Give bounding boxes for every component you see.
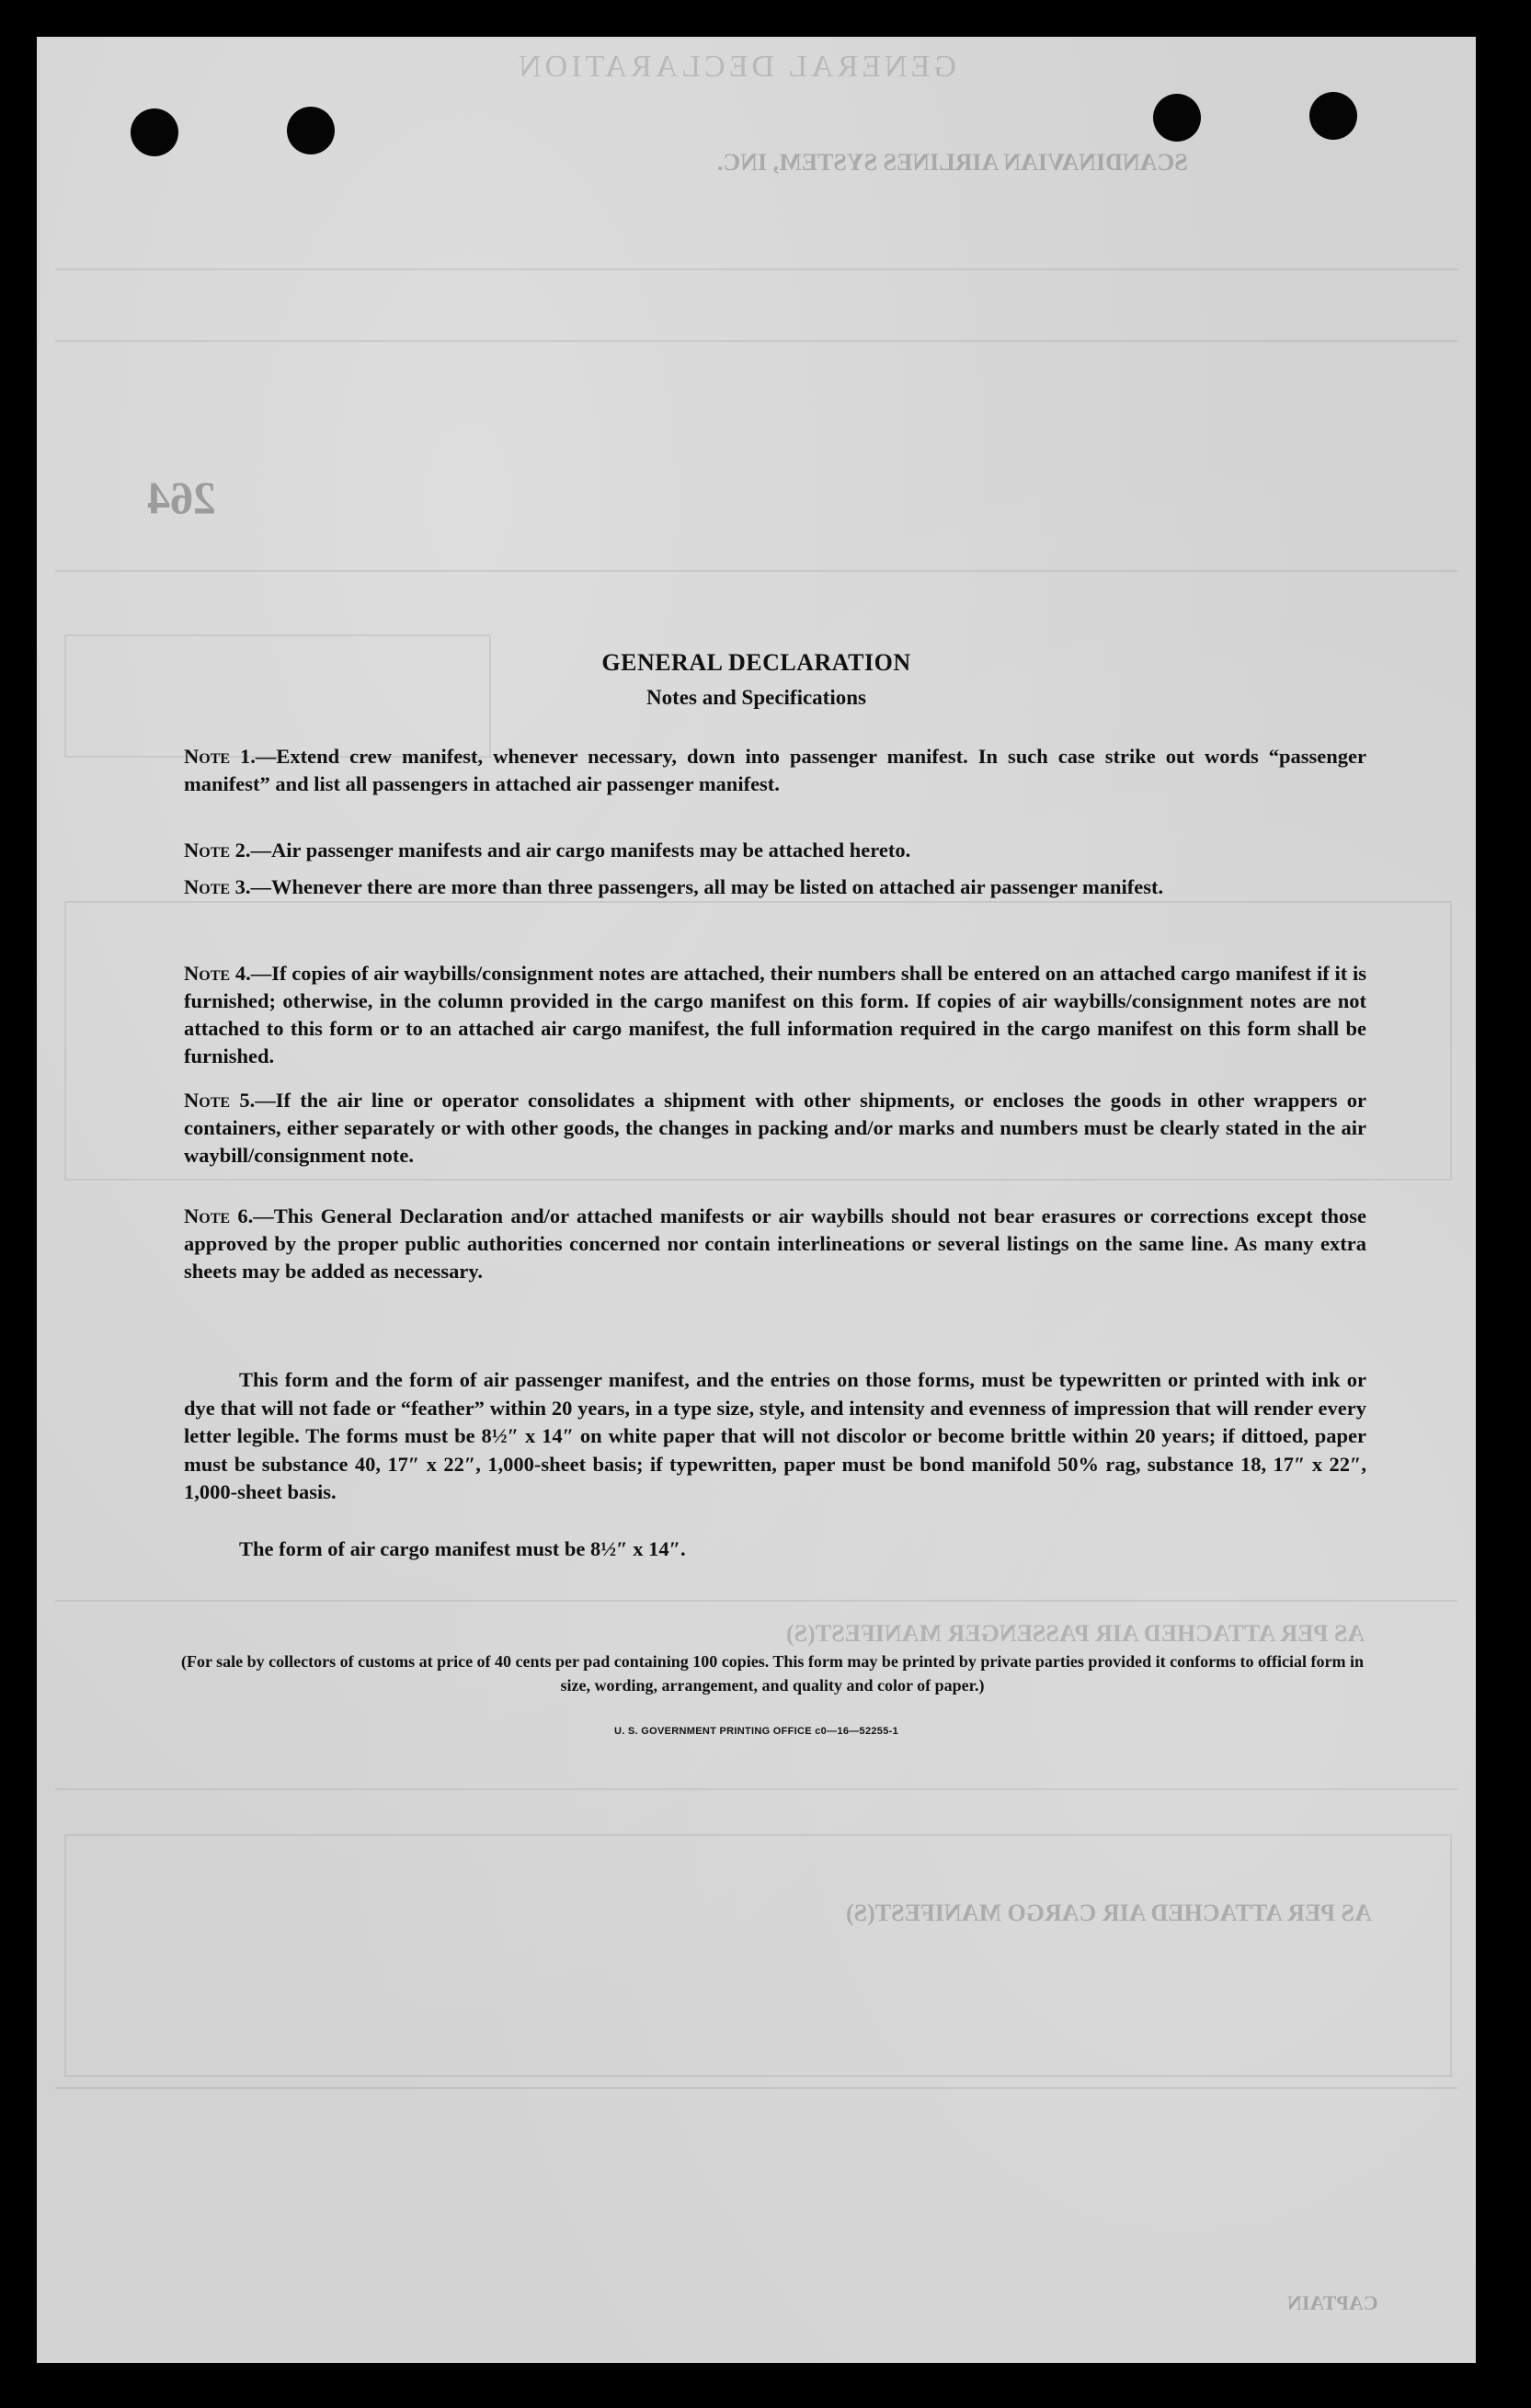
show-through-rule [55, 2087, 1457, 2089]
note-text: —If the air line or operator consolidates a shipment with other shipments, or encloses the goods in other wrappers or containers, either separately or with other goods, the changes in packing and/or marks and numbers must be clearly stated in the air waybill/consignment note. [184, 1089, 1366, 1167]
page-title: GENERAL DECLARATION [601, 649, 911, 676]
note-text: —Air passenger manifests and air cargo manifests may be attached hereto. [250, 839, 911, 862]
note-text: —Whenever there are more than three passengers, all may be listed on attached air passenger manifest. [250, 875, 1164, 898]
punch-hole-2 [287, 107, 335, 154]
note-label: Note 3. [184, 875, 251, 898]
printer-line: U. S. GOVERNMENT PRINTING OFFICE c0—16—52255-1 [613, 1726, 899, 1737]
page-subtitle: Notes and Specifications [646, 686, 866, 709]
show-through-captain: CAPTAIN [1287, 2291, 1378, 2314]
note-label: Note 2. [184, 839, 251, 862]
punch-hole-3 [1153, 94, 1201, 142]
note-text: —If copies of air waybills/consignment notes are attached, their numbers shall be entered on an attached cargo manifest if it is furnished; otherwise, in the column provided in the cargo manifest on this form. If copies of air waybills/consignment notes are not attached to this form or to an attached air cargo manifest, the full information required in the cargo manifest on this form shall be furnished. [184, 962, 1366, 1067]
show-through-passenger-manifest: AS PER ATTACHED AIR PASSENGER MANIFEST(S) [786, 1620, 1365, 1647]
note-label: Note 4. [184, 962, 251, 985]
note-label: Note 5. [184, 1089, 256, 1112]
form-specification-paragraph: This form and the form of air passenger manifest, and the entries on those forms, must be typewritten or printed with ink or dye that will not fade or “feather” within 20 years, in a type size, style, and intensity and evenness of impression that will render every letter legible. The forms must be 8½″ x 14″ on white paper that will not discolor or become brittle within 20 years; if dittoed, paper must be substance 40, 17″ x 22″, 1,000-sheet basis; if typewritten, paper must be bond manifold 50% rag, substance 18, 17″ x 22″, 1,000-sheet basis. [184, 1368, 1366, 1503]
show-through-cargo-manifest: AS PER ATTACHED AIR CARGO MANIFEST(S) [846, 1900, 1372, 1926]
show-through-airline-stamp: SCANDINAVIAN AIRLINES SYSTEM, INC. [717, 149, 1188, 176]
cargo-manifest-size-line: The form of air cargo manifest must be 8½″ x 14″. [239, 1537, 686, 1560]
note-label: Note 1. [184, 745, 256, 768]
show-through-rule [55, 1788, 1457, 1790]
punch-hole-4 [1309, 92, 1357, 140]
document-page [37, 37, 1476, 2363]
show-through-rule [55, 1600, 1457, 1602]
note-3 [184, 873, 1366, 901]
punch-hole-1 [131, 108, 178, 156]
note-label: Note 6. [184, 1204, 254, 1227]
note-4 [184, 960, 1366, 1070]
note-2 [184, 837, 1366, 864]
sale-notice: (For sale by collectors of customs at price of 40 cents per pad containing 100 copies. This form may be printed by private parties provided it conforms to official form in size, wording, arrangement, and quality and color of paper.) [180, 1652, 1365, 1695]
note-5 [184, 1087, 1366, 1170]
show-through-rule [55, 340, 1457, 342]
note-text: —This General Declaration and/or attached manifests or air waybills should not bear erasures or corrections except those approved by the proper public authorities concerned nor contain interlineations or several listings on the same line. As many extra sheets may be added as necessary. [184, 1204, 1366, 1283]
note-1 [184, 743, 1366, 798]
show-through-header-title: GENERAL DECLARATION [515, 50, 956, 84]
show-through-number-stamp: 264 [147, 472, 216, 523]
show-through-cargo-table [64, 1834, 1452, 2077]
note-text: —Extend crew manifest, whenever necessary, down into passenger manifest. In such case strike out words “passenger manifest” and list all passengers in attached air passenger manifest. [184, 745, 1366, 795]
note-6 [184, 1203, 1366, 1285]
show-through-rule [55, 268, 1457, 270]
show-through-rule [55, 570, 1457, 572]
